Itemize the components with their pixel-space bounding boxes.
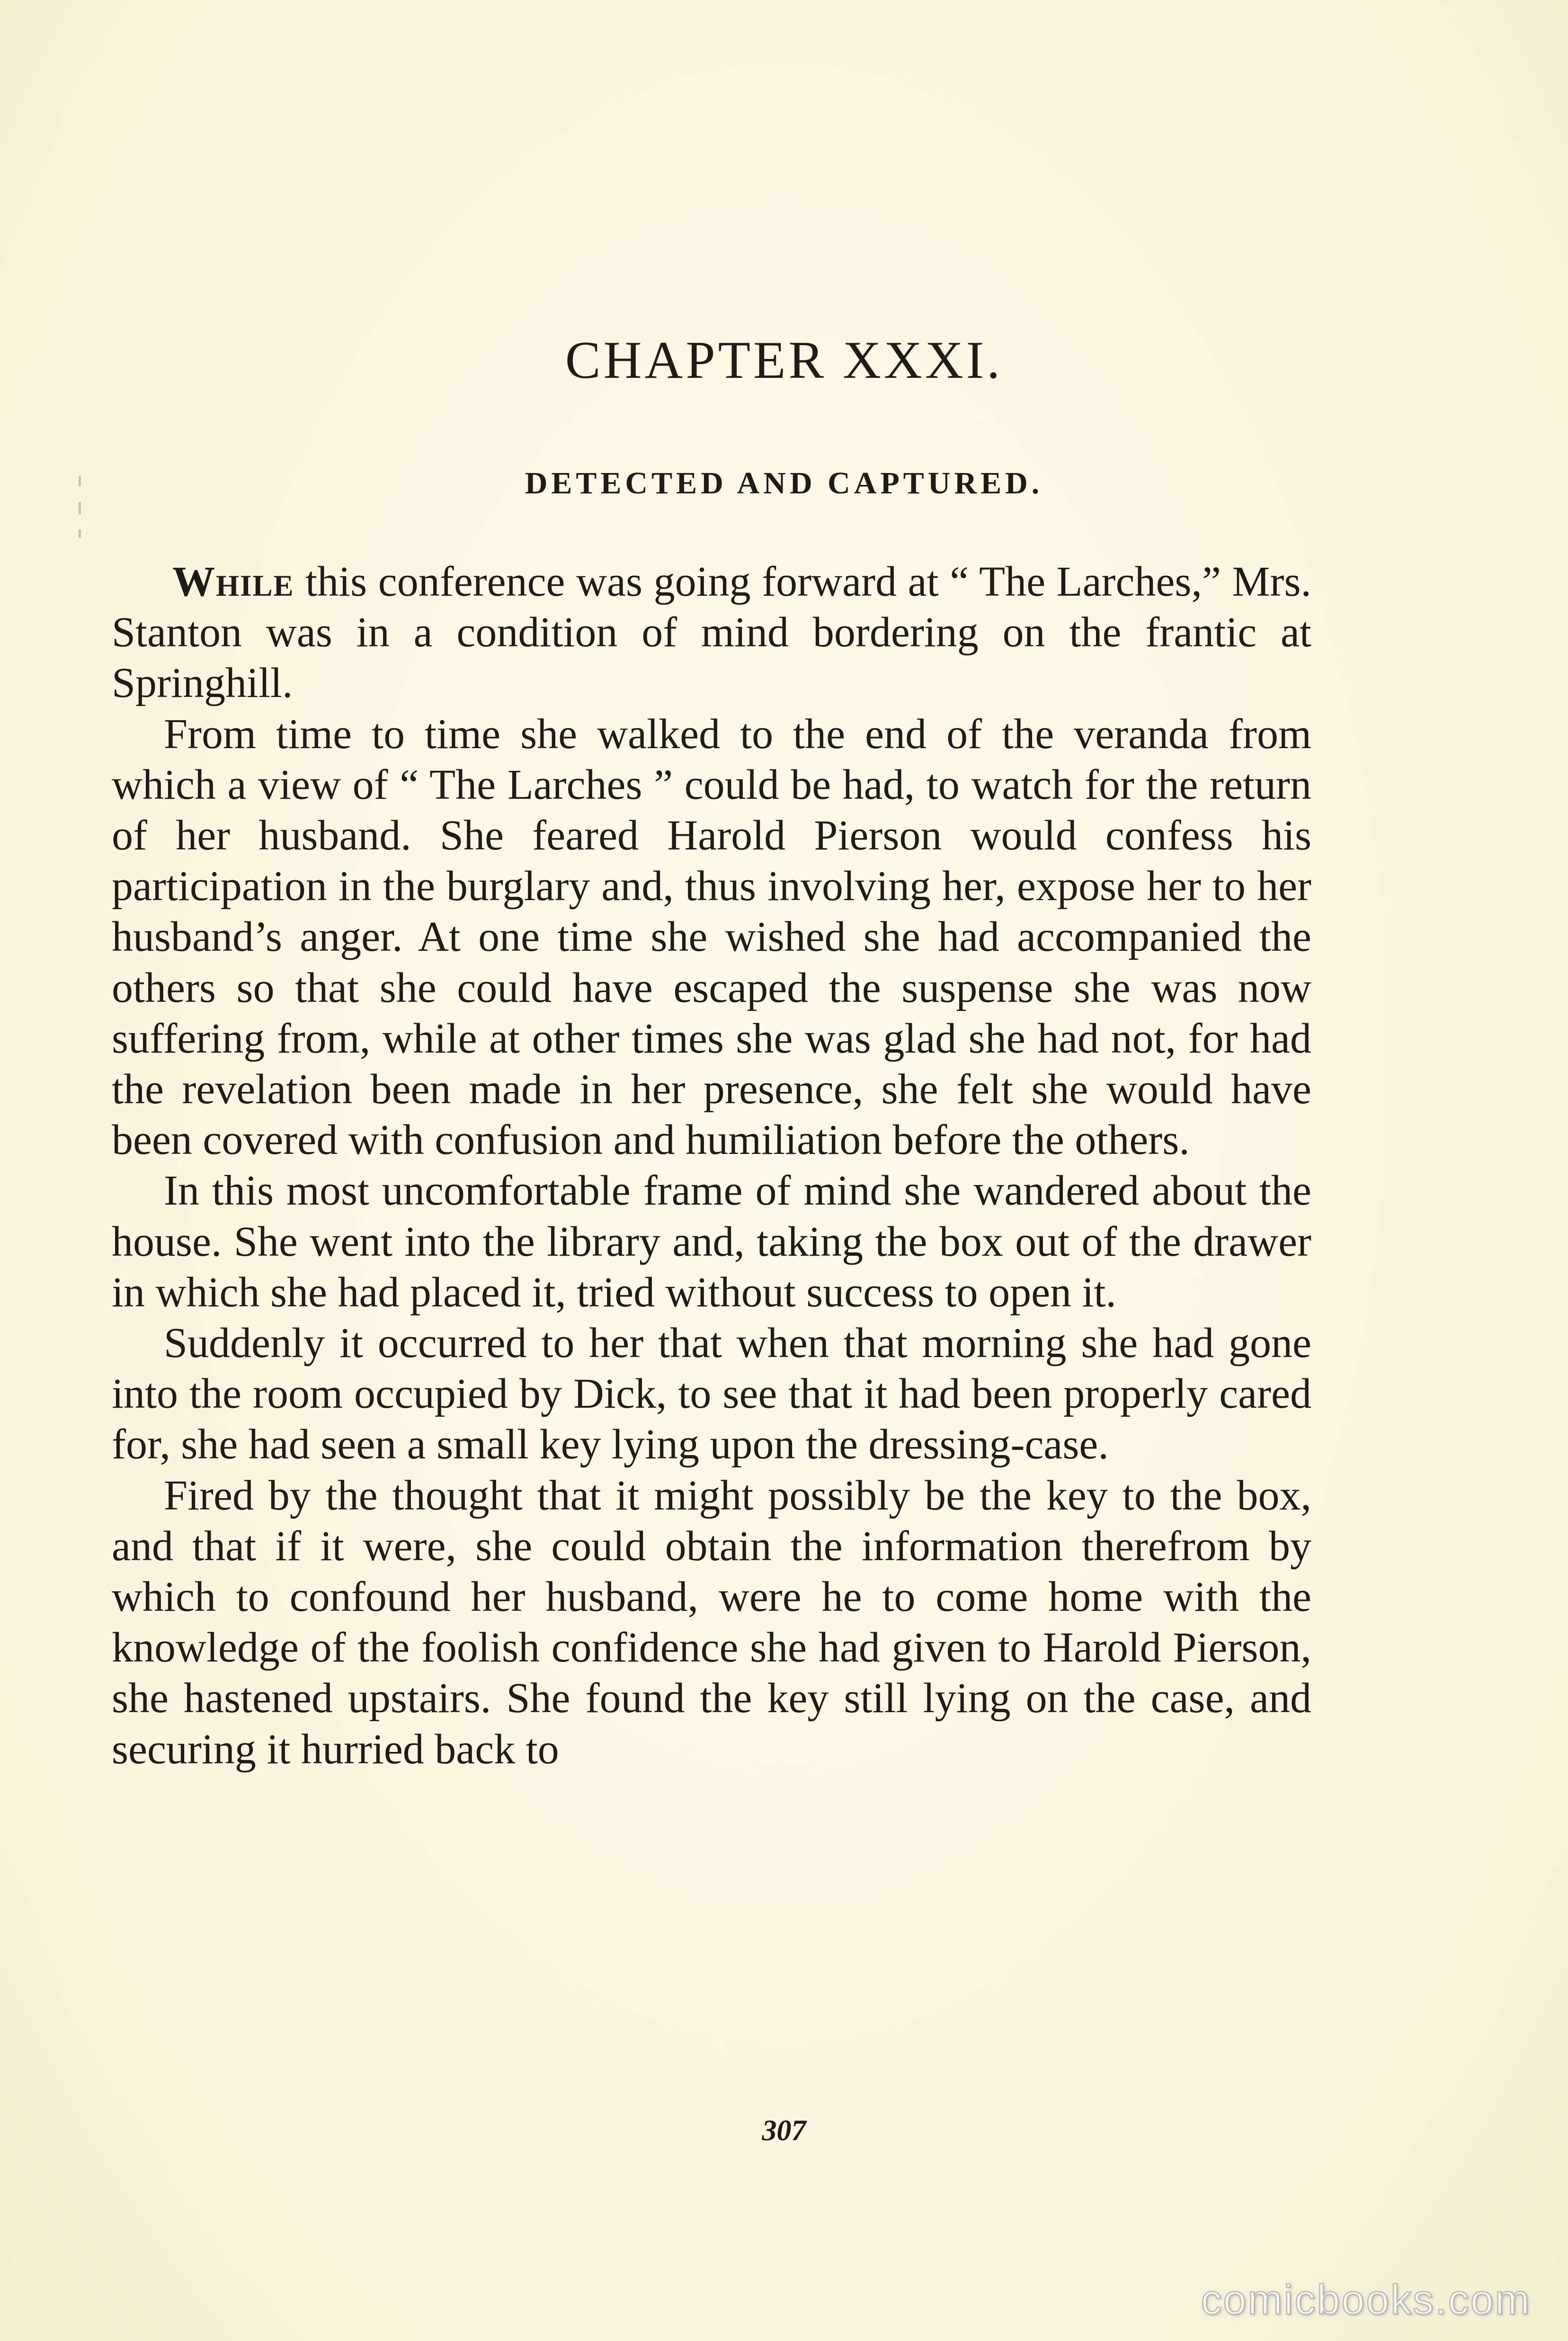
- page-number: 307: [762, 2115, 806, 2147]
- paragraph: Fired by the thought that it might possibly be the key to the box, and that if it were, she could obtain the information therefrom by which to confound her husband, were he to come home with the knowledge of the foolish confidence she had given to Harold Pierson, she hastened upstairs. She found the key still lying on the case, and securing it hurried back to: [112, 1472, 1311, 1773]
- paragraph-lead-word: While: [172, 558, 294, 605]
- margin-mark: [79, 502, 81, 514]
- paragraph: [112, 556, 1311, 709]
- chapter-title: CHAPTER XXXI.: [565, 331, 1003, 390]
- site-watermark: comicbooks.com: [1201, 2276, 1531, 2323]
- chapter-subtitle: DETECTED AND CAPTURED.: [525, 466, 1043, 500]
- paragraph: From time to time she walked to the end of the veranda from which a view of “ The Larches ” could be had, to watch for the return of her husband. She feared Harold Pierson would confess his participation in the burglary and, thus involving her, expose her to her husband’s anger. At one time she wished she had accompanied the others so that she could have escaped the suspense she was now suffering from, while at other times she was glad she had not, for had the revelation been made in her presence, she felt she would have been covered with confusion and humiliation before the others.: [112, 710, 1311, 1164]
- paragraph-text: this conference was going forward at “ The Larches,” Mrs. Stanton was in a condition of mind bordering on the frantic at Springhill.: [112, 558, 1311, 707]
- chapter-body: [112, 556, 1311, 1775]
- paragraph: Suddenly it occurred to her that when that morning she had gone into the room occupied by Dick, to see that it had been properly cared for, she had seen a small key lying upon the dressing-case.: [112, 1320, 1311, 1468]
- margin-mark: [79, 529, 81, 538]
- paragraph: In this most uncomfortable frame of mind she wandered about the house. She went into the library and, taking the box out of the drawer in which she had placed it, tried without success to open it.: [112, 1167, 1311, 1316]
